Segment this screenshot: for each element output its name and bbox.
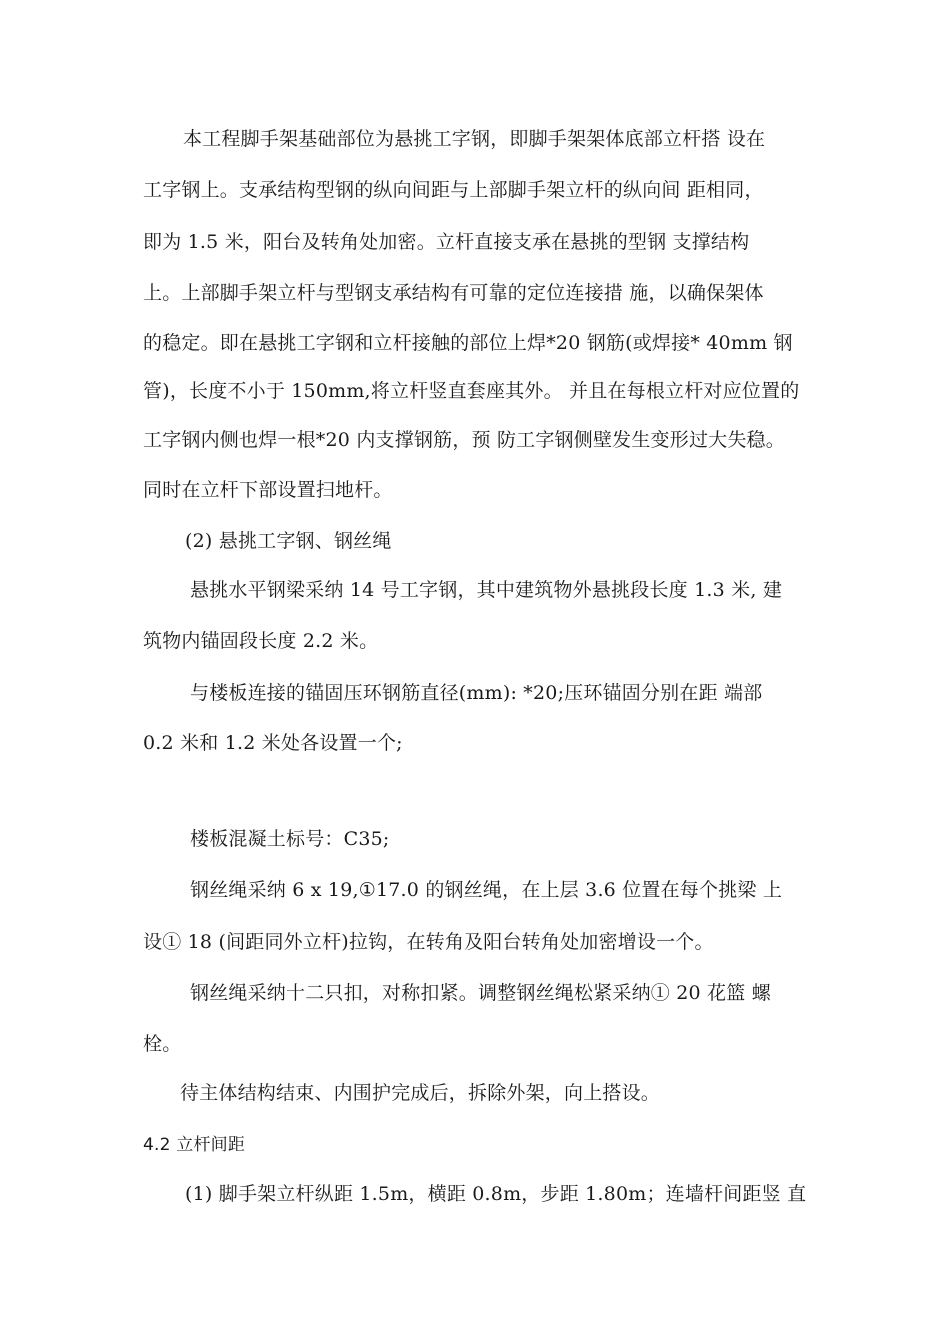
paragraph-2-line-1: 悬挑水平钢梁采纳 14 号工字钢，其中建筑物外悬挑段长度 1.3 米, 建 bbox=[190, 579, 783, 601]
paragraph-2-line-2: 筑物内锚固段长度 2.2 米。 bbox=[143, 630, 379, 652]
paragraph-7-line-1: 待主体结构结束、内围护完成后，拆除外架，向上搭设。 bbox=[180, 1082, 661, 1104]
paragraph-5-line-1: 钢丝绳采纳 6 x 19,①17.0 的钢丝绳，在上层 3.6 位置在每个挑梁 上 bbox=[190, 879, 783, 901]
paragraph-5-line-2: 设① 18 (间距同外立杆)拉钩，在转角及阳台转角处加密增设一个。 bbox=[143, 931, 714, 953]
paragraph-1-line-7: 工字钢内侧也焊一根*20 内支撑钢筋，预 防工字钢侧壁发生变形过大失稳。 bbox=[143, 429, 785, 451]
paragraph-3-line-2: 0.2 米和 1.2 米处各设置一个; bbox=[143, 732, 403, 754]
paragraph-1-line-5: 的稳定。即在悬挑工字钢和立杆接触的部位上焊*20 钢筋(或焊接* 40mm 钢 bbox=[143, 332, 793, 354]
paragraph-1-line-3: 即为 1.5 米，阳台及转角处加密。立杆直接支承在悬挑的型钢 支撑结构 bbox=[143, 231, 750, 253]
paragraph-1-line-1: 本工程脚手架基础部位为悬挑工字钢，即脚手架架体底部立杆搭 设在 bbox=[183, 128, 766, 150]
section-heading-4-2: 4.2 立杆间距 bbox=[143, 1135, 246, 1155]
paragraph-6-line-2: 栓。 bbox=[143, 1033, 182, 1055]
paragraph-6-line-1: 钢丝绳采纳十二只扣，对称扣紧。调整钢丝绳松紧采纳① 20 花篮 螺 bbox=[190, 982, 771, 1004]
paragraph-4-line-1: 楼板混凝土标号：C35; bbox=[190, 828, 390, 850]
paragraph-1-line-4: 上。上部脚手架立杆与型钢支承结构有可靠的定位连接措 施，以确保架体 bbox=[143, 282, 764, 304]
paragraph-1-line-8: 同时在立杆下部设置扫地杆。 bbox=[143, 479, 393, 501]
paragraph-8-line-1: (1) 脚手架立杆纵距 1.5m，横距 0.8m，步距 1.80m；连墙杆间距竖 直 bbox=[185, 1183, 807, 1205]
section-heading-2: (2) 悬挑工字钢、钢丝绳 bbox=[185, 530, 392, 552]
paragraph-1-line-6: 管)，长度不小于 150mm,将立杆竖直套座其外。 并且在每根立杆对应位置的 bbox=[143, 380, 800, 402]
paragraph-3-line-1: 与楼板连接的锚固压环钢筋直径(mm): *20;压环锚固分别在距 端部 bbox=[190, 682, 763, 704]
paragraph-1-line-2: 工字钢上。支承结构型钢的纵向间距与上部脚手架立杆的纵向间 距相同， bbox=[143, 179, 764, 201]
